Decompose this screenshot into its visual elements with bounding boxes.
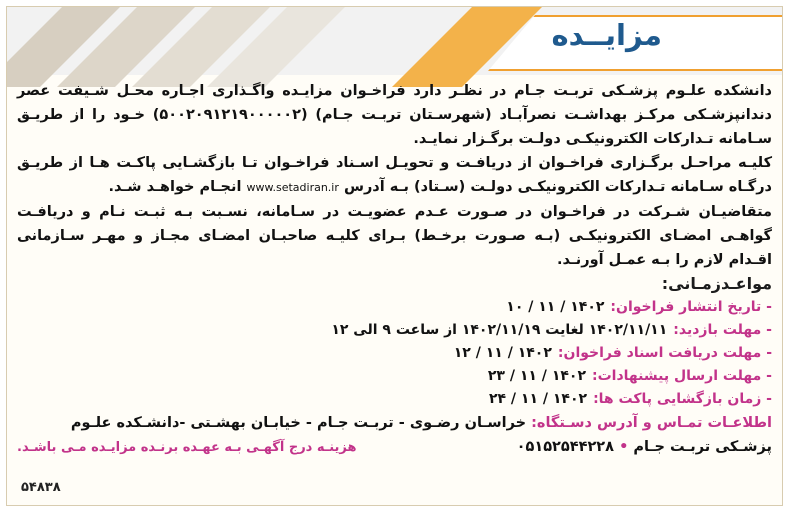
paragraph-process-text: کلیـه مراحـل برگـزاری فراخـوان از دریافـت و تحویـل اسـناد فراخـوان تـا بازگشـایی پاکـت هـا از طریـق درگـاه سـامانه تـدارکات الکترونیکـی دولـت (سـتاد) بـه آدرس	[17, 155, 772, 195]
schedule-label: - مهلت دریافت اسناد فراخوان:	[557, 345, 772, 361]
ad-body	[17, 79, 772, 503]
schedule-item	[17, 319, 772, 342]
contact-address: خراسـان رضـوی - تربـت جـام - خیابـان بهشـتی -دانشـکده علـوم	[70, 415, 527, 431]
ad-frame	[6, 6, 783, 506]
schedule-value: ۱۴۰۲ / ۱۱ / ۲۳	[487, 368, 586, 384]
paragraph-intro: دانشکده علـوم پزشـکی تربـت جـام در نظـر دارد فراخـوان مزایـده واگـذاری اجـاره محـل شـیفت عصر دندانپزشـکی مرکـز بهداشـت نصرآبـاد (شهرسـتان تربـت جـام) (۵۰۰۲۰۹۱۲۱۹۰۰۰۰۰۲) خـود را از طریـق سـامانه تـدارکات الکترونیکـی دولـت برگـزار نمایـد.	[17, 83, 772, 147]
reference-code: ۵۴۸۳۸	[21, 480, 61, 495]
separator: •	[619, 439, 629, 455]
schedule-label: - تاریخ انتشار فراخوان:	[610, 299, 772, 315]
schedule-value: ۱۴۰۲/۱۱/۱۱ لغایت ۱۴۰۲/۱۱/۱۹ از ساعت ۹ الی ۱۲	[331, 322, 668, 338]
schedule-value: ۱۴۰۲ / ۱۱ / ۲۴	[488, 391, 588, 407]
schedule-item	[17, 296, 772, 319]
cost-footnote: هزینـه درج آگهـی بـه عهـده برنـده مزایـده مـی باشـد.	[17, 440, 357, 455]
paragraph-process-end: انجـام خواهـد شـد.	[108, 179, 242, 195]
ad-header	[7, 7, 782, 75]
schedule-label: - مهلت بازدید:	[673, 322, 772, 338]
contact-phone: ۰۵۱۵۲۵۴۴۲۲۸	[516, 439, 615, 455]
schedule-item	[17, 388, 772, 411]
schedule-value: ۱۴۰۲ / ۱۱ / ۱۰	[506, 299, 605, 315]
contact-address-end: پزشـکی تربـت جـام	[633, 439, 772, 455]
setad-url: www.setadiran.ir	[246, 181, 339, 194]
contact-label: اطلاعـات تمـاس و آدرس دسـتگاه:	[531, 415, 772, 431]
contact-line-2	[17, 435, 772, 460]
schedule-label: - زمان بازگشایی پاکت ها:	[593, 391, 772, 407]
schedule-value: ۱۴۰۲ / ۱۱ / ۱۲	[453, 345, 552, 361]
contact-line	[17, 411, 772, 435]
schedule-heading: مواعـدزمـانی:	[661, 274, 772, 293]
paragraph-process	[17, 151, 772, 200]
contact-address-2	[517, 435, 772, 459]
paragraph-applicants: متقاضیـان شـرکت در فراخـوان در صـورت عـدم عضویـت در سـامانه، نسـبت بـه ثبـت نـام و دریافـت گواهـی امضـای الکترونیکـی (بـه صـورت برخـط) بـرای کلیـه صاحبـان امضـای مجـاز و مهـر سـازمانی اقـدام لازم را بـه عمـل آورنـد.	[17, 204, 772, 268]
schedule-item	[17, 365, 772, 388]
page-title: مزایــده	[551, 18, 662, 52]
schedule-item	[17, 342, 772, 365]
schedule-label: - مهلت ارسال پیشنهادات:	[592, 368, 772, 384]
